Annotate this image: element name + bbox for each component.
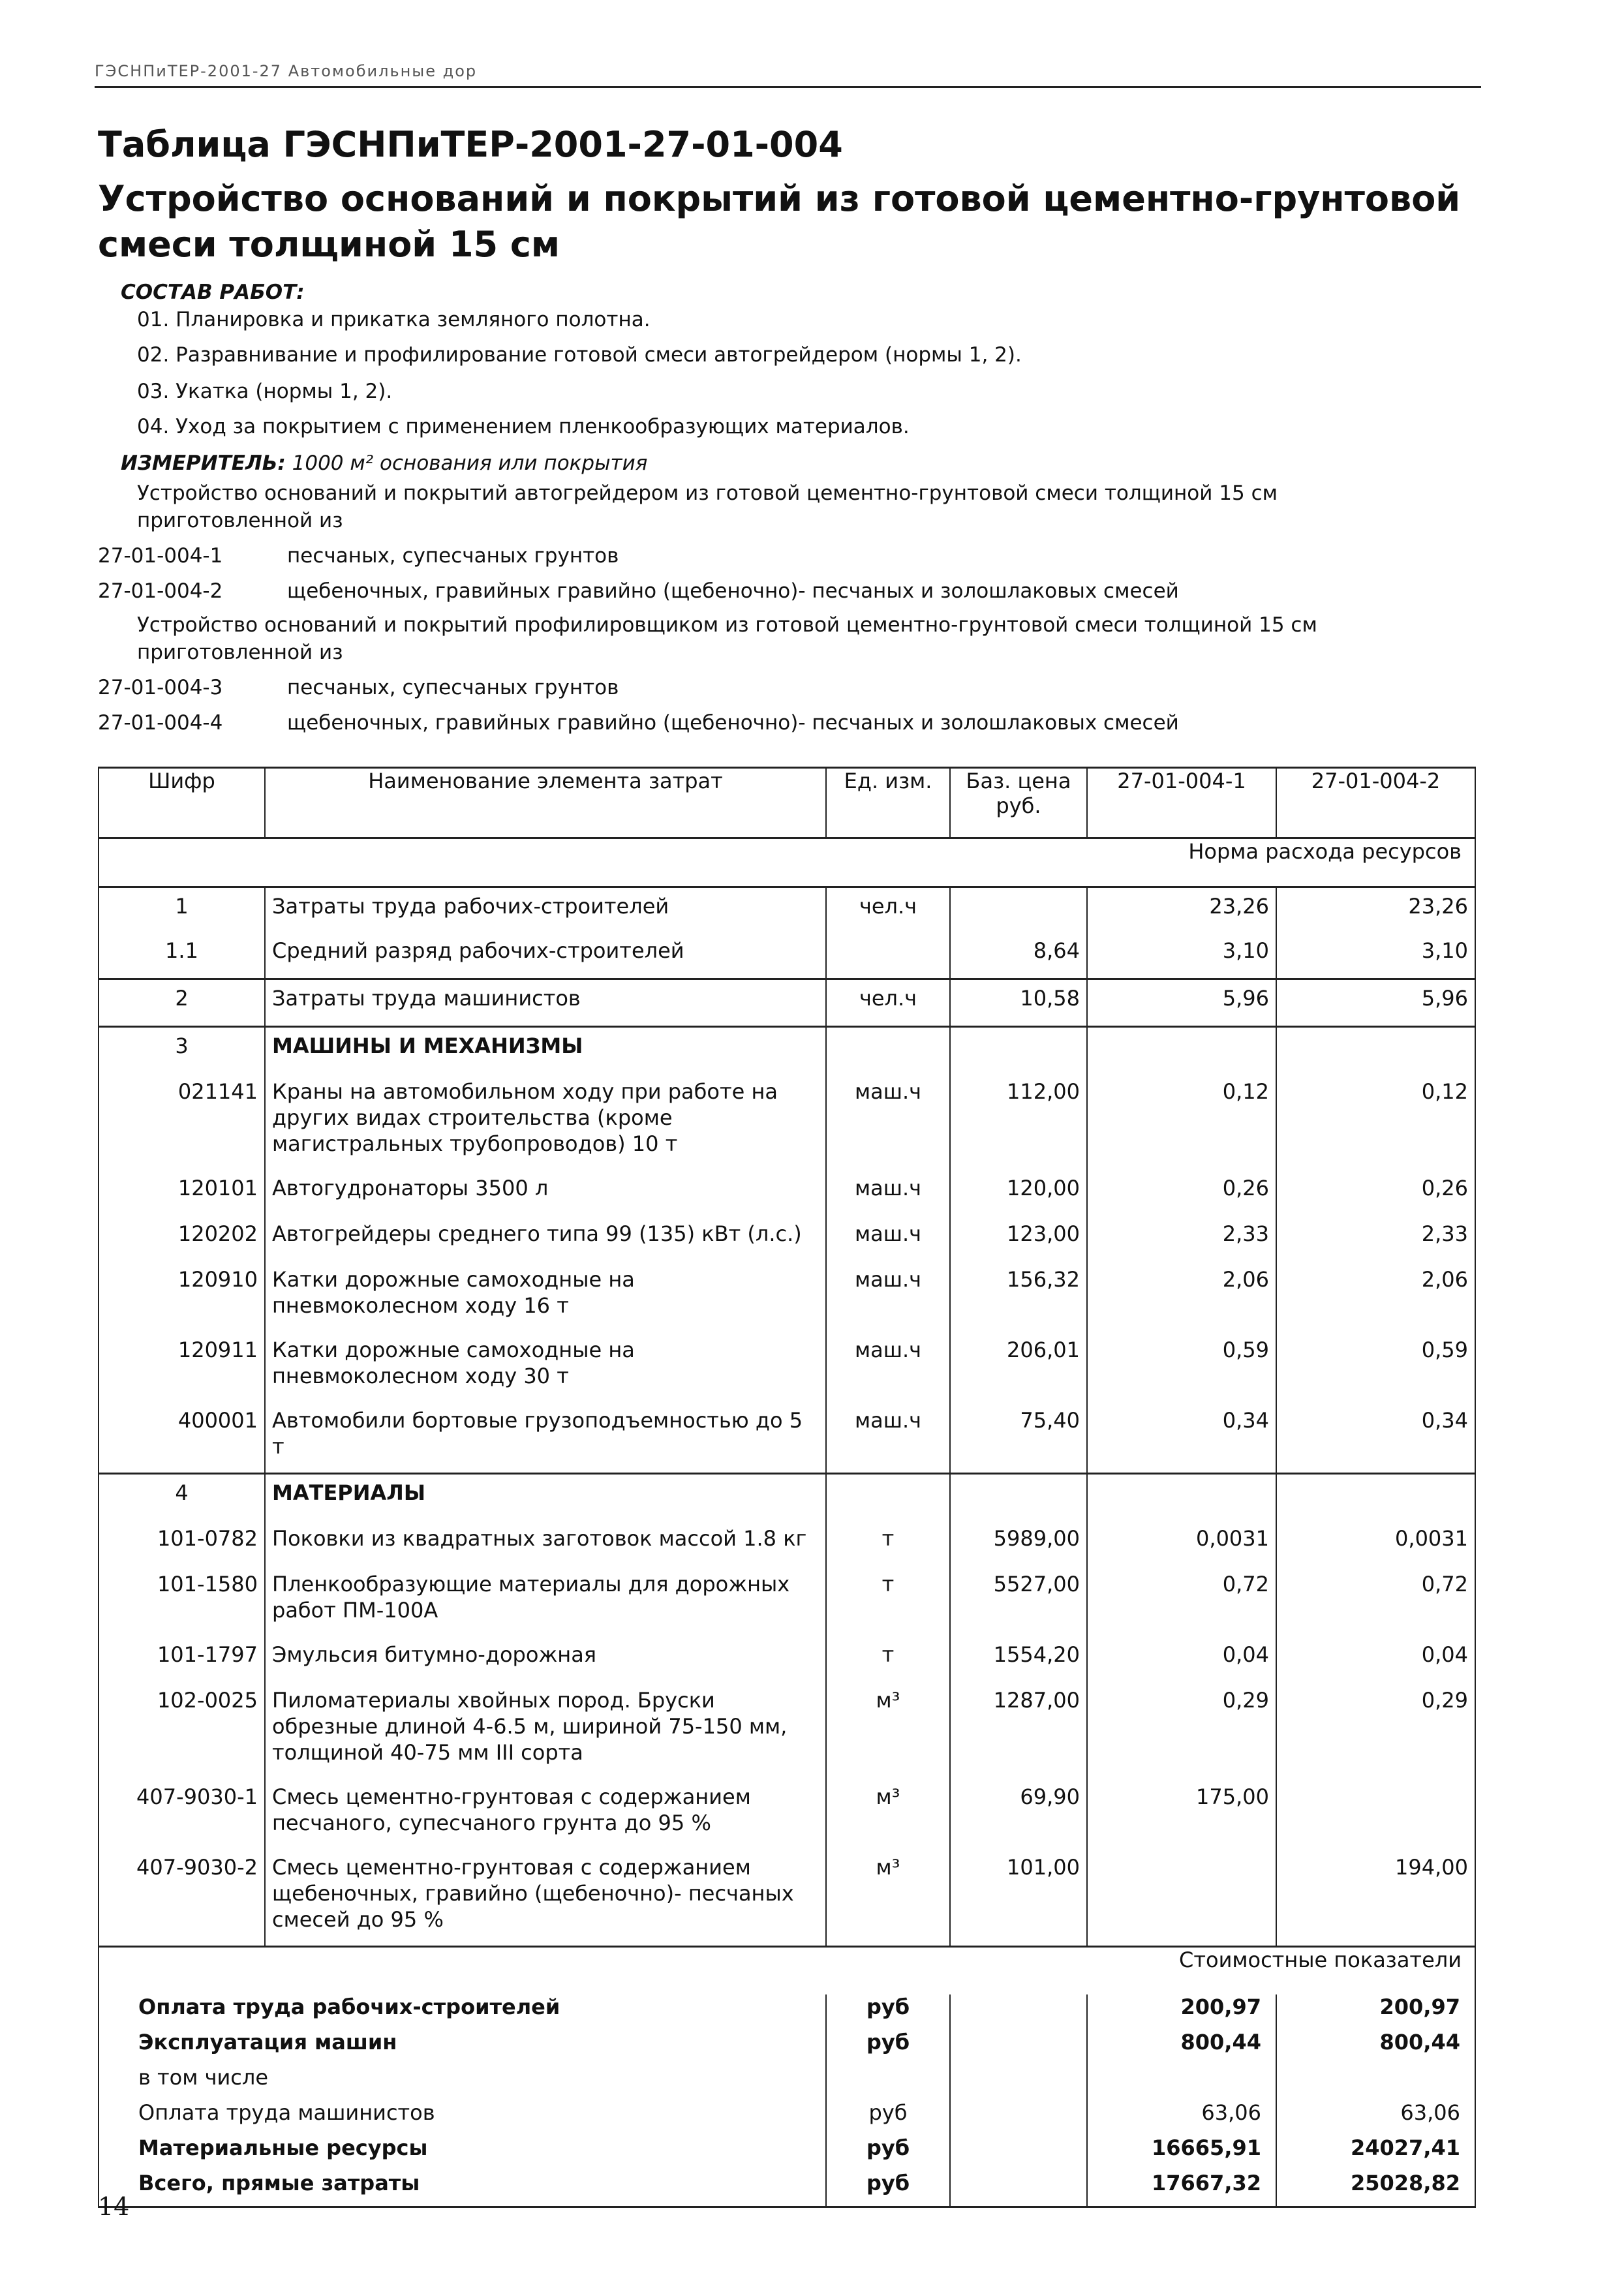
row-value-col1: 23,26: [1087, 887, 1276, 933]
norm-code: 27-01-004-2: [98, 579, 223, 603]
row-value-col2: 0,26: [1276, 1170, 1475, 1215]
row-unit: чел.ч: [826, 887, 950, 933]
norm-code: 27-01-004-4: [98, 711, 223, 735]
table-row: [99, 1474, 1475, 1521]
work-item: 01. Планировка и прикатка земляного полотна.: [137, 308, 651, 331]
total-value-col2: 200,97: [1276, 1994, 1475, 2030]
total-unit: руб: [826, 2030, 950, 2065]
row-value-col2: 0,0031: [1276, 1520, 1475, 1566]
row-price: 156,32: [950, 1261, 1087, 1332]
work-item: 04. Уход за покрытием с применением пленкообразующих материалов.: [137, 415, 910, 438]
table-row: [99, 1520, 1475, 1566]
total-value-col2: [1276, 2065, 1475, 2100]
row-name: Краны на автомобильном ходу при работе на других видах строительства (кроме магистральных трубопроводов) 10 т: [265, 1073, 826, 1170]
table-title: Таблица ГЭСНПиТЕР-2001-27-01-004: [98, 124, 843, 165]
row-value-col1: 2,06: [1087, 1261, 1276, 1332]
row-price: 10,58: [950, 979, 1087, 1027]
table-row: [99, 1261, 1475, 1332]
total-unit: [826, 2065, 950, 2100]
table-row: [99, 1332, 1475, 1402]
total-price-empty: [950, 2171, 1087, 2207]
header-col1: 27-01-004-1: [1087, 768, 1276, 838]
header-rule: [95, 86, 1481, 88]
table-row: [99, 887, 1475, 933]
row-name: Пленкообразующие материалы для дорожных работ ПМ-100А: [265, 1566, 826, 1636]
total-value-col2: 63,06: [1276, 2100, 1475, 2135]
row-code: 101-0782: [99, 1520, 265, 1566]
norm-code: 27-01-004-3: [98, 676, 223, 699]
group2-description: Устройство оснований и покрытий профилировщиком из готовой цементно-грунтовой смеси толщиной 15 см: [137, 613, 1317, 637]
row-value-col1: 0,0031: [1087, 1520, 1276, 1566]
total-value-col1: 17667,32: [1087, 2171, 1276, 2207]
row-price: 8,64: [950, 932, 1087, 979]
row-name: МАШИНЫ И МЕХАНИЗМЫ: [265, 1027, 826, 1074]
row-value-col1: 0,29: [1087, 1682, 1276, 1779]
row-price: 69,90: [950, 1779, 1087, 1849]
row-name: Автогудронаторы 3500 л: [265, 1170, 826, 1215]
group1-description: Устройство оснований и покрытий автогрейдером из готовой цементно-грунтовой смеси толщиной 15 см: [137, 481, 1278, 505]
row-value-col1: [1087, 1849, 1276, 1947]
total-value-col1: 16665,91: [1087, 2135, 1276, 2171]
row-unit: [826, 1474, 950, 1521]
row-value-col1: 3,10: [1087, 932, 1276, 979]
row-price: 120,00: [950, 1170, 1087, 1215]
row-code: 120101: [99, 1170, 265, 1215]
row-name: Пиломатериалы хвойных пород. Бруски обрезные длиной 4-6.5 м, шириной 75-150 мм, толщиной 40-75 мм III сорта: [265, 1682, 826, 1779]
total-row: [99, 2100, 1475, 2135]
row-code: 400001: [99, 1402, 265, 1474]
total-row: [99, 2171, 1475, 2207]
row-code: 1: [99, 887, 265, 933]
row-code: 120911: [99, 1332, 265, 1402]
header-code: Шифр: [99, 768, 265, 838]
row-code: 021141: [99, 1073, 265, 1170]
table-row: [99, 1566, 1475, 1636]
row-value-col2: 23,26: [1276, 887, 1475, 933]
row-value-col2: 2,06: [1276, 1261, 1475, 1332]
total-unit: руб: [826, 2135, 950, 2171]
row-code: 1.1: [99, 932, 265, 979]
row-name: Поковки из квадратных заготовок массой 1.8 кг: [265, 1520, 826, 1566]
row-name: Затраты труда рабочих-строителей: [265, 887, 826, 933]
row-price: 5989,00: [950, 1520, 1087, 1566]
row-name: Эмульсия битумно-дорожная: [265, 1636, 826, 1682]
row-value-col1: [1087, 1474, 1276, 1521]
row-price: 5527,00: [950, 1566, 1087, 1636]
norm-caption: Норма расхода ресурсов: [99, 838, 1475, 887]
row-code: 120910: [99, 1261, 265, 1332]
table-row: [99, 979, 1475, 1027]
row-value-col2: 0,72: [1276, 1566, 1475, 1636]
row-value-col1: 0,26: [1087, 1170, 1276, 1215]
row-value-col1: [1087, 1027, 1276, 1074]
row-price: 1287,00: [950, 1682, 1087, 1779]
row-unit: маш.ч: [826, 1215, 950, 1261]
row-unit: т: [826, 1566, 950, 1636]
meter-value: 1000 м² основания или покрытия: [292, 451, 648, 475]
norm-code: 27-01-004-1: [98, 544, 223, 568]
header-col2: 27-01-004-2: [1276, 768, 1475, 838]
row-value-col2: 194,00: [1276, 1849, 1475, 1947]
row-value-col1: 175,00: [1087, 1779, 1276, 1849]
row-price: 1554,20: [950, 1636, 1087, 1682]
table-row: [99, 1170, 1475, 1215]
total-value-col1: 63,06: [1087, 2100, 1276, 2135]
total-value-col2: 24027,41: [1276, 2135, 1475, 2171]
row-code: 407-9030-2: [99, 1849, 265, 1947]
table-row: [99, 1849, 1475, 1947]
meter-line: [121, 451, 647, 475]
row-value-col2: 0,12: [1276, 1073, 1475, 1170]
row-unit: маш.ч: [826, 1170, 950, 1215]
total-label: Всего, прямые затраты: [99, 2171, 826, 2207]
table-row: [99, 1073, 1475, 1170]
row-unit: м³: [826, 1849, 950, 1947]
total-row: [99, 2030, 1475, 2065]
row-name: Затраты труда машинистов: [265, 979, 826, 1027]
row-code: 4: [99, 1474, 265, 1521]
resource-table: [98, 767, 1476, 2208]
row-code: 101-1797: [99, 1636, 265, 1682]
total-value-col2: 800,44: [1276, 2030, 1475, 2065]
row-unit: маш.ч: [826, 1261, 950, 1332]
cost-caption: Стоимостные показатели: [99, 1947, 1475, 1995]
row-value-col2: 3,10: [1276, 932, 1475, 979]
row-unit: маш.ч: [826, 1073, 950, 1170]
total-value-col2: 25028,82: [1276, 2171, 1475, 2207]
norm-text: щебеночных, гравийных гравийно (щебеночно)- песчаных и золошлаковых смесей: [287, 711, 1179, 735]
row-price: [950, 887, 1087, 933]
row-code: 102-0025: [99, 1682, 265, 1779]
total-row: [99, 1994, 1475, 2030]
total-unit: руб: [826, 1994, 950, 2030]
row-code: 407-9030-1: [99, 1779, 265, 1849]
row-value-col1: 0,04: [1087, 1636, 1276, 1682]
running-header: ГЭСНПиТЕР-2001-27 Автомобильные дор: [95, 62, 478, 80]
total-unit: руб: [826, 2171, 950, 2207]
row-unit: т: [826, 1520, 950, 1566]
row-unit: маш.ч: [826, 1332, 950, 1402]
group2-description-cont: приготовленной из: [137, 641, 343, 664]
row-unit: маш.ч: [826, 1402, 950, 1474]
row-unit: [826, 1027, 950, 1074]
row-value-col2: 0,34: [1276, 1402, 1475, 1474]
table-subtitle: Устройство оснований и покрытий из готовой цементно-грунтовой смеси толщиной 15 см: [98, 178, 1461, 265]
meter-label: ИЗМЕРИТЕЛЬ:: [121, 451, 286, 475]
row-name: Средний разряд рабочих-строителей: [265, 932, 826, 979]
row-value-col2: [1276, 1779, 1475, 1849]
total-label: Оплата труда рабочих-строителей: [99, 1994, 826, 2030]
table-row: [99, 1027, 1475, 1074]
row-code: 2: [99, 979, 265, 1027]
total-label: Оплата труда машинистов: [99, 2100, 826, 2135]
row-unit: [826, 932, 950, 979]
table-header-row: [99, 768, 1475, 838]
norm-text: песчаных, супесчаных грунтов: [287, 676, 619, 699]
table-row: [99, 932, 1475, 979]
table-row: [99, 1215, 1475, 1261]
total-price-empty: [950, 1994, 1087, 2030]
table-row: [99, 1779, 1475, 1849]
total-row: [99, 2065, 1475, 2100]
table-row: [99, 1682, 1475, 1779]
norm-text: щебеночных, гравийных гравийно (щебеночно)- песчаных и золошлаковых смесей: [287, 579, 1179, 603]
row-unit: м³: [826, 1779, 950, 1849]
row-value-col2: 0,29: [1276, 1682, 1475, 1779]
row-price: 123,00: [950, 1215, 1087, 1261]
row-name: Смесь цементно-грунтовая с содержанием песчаного, супесчаного грунта до 95 %: [265, 1779, 826, 1849]
total-value-col1: 800,44: [1087, 2030, 1276, 2065]
work-item: 03. Укатка (нормы 1, 2).: [137, 380, 393, 403]
row-value-col2: 2,33: [1276, 1215, 1475, 1261]
row-value-col1: 2,33: [1087, 1215, 1276, 1261]
norm-text: песчаных, супесчаных грунтов: [287, 544, 619, 568]
row-price: [950, 1474, 1087, 1521]
table-row: [99, 1636, 1475, 1682]
total-price-empty: [950, 2135, 1087, 2171]
total-label: Эксплуатация машин: [99, 2030, 826, 2065]
row-value-col1: 0,34: [1087, 1402, 1276, 1474]
group1-description-cont: приготовленной из: [137, 509, 343, 532]
cost-caption-row: [99, 1947, 1475, 1995]
row-value-col1: 0,72: [1087, 1566, 1276, 1636]
header-unit: Ед. изм.: [826, 768, 950, 838]
row-name: МАТЕРИАЛЫ: [265, 1474, 826, 1521]
row-unit: т: [826, 1636, 950, 1682]
work-composition-label: СОСТАВ РАБОТ:: [121, 281, 305, 304]
row-name: Катки дорожные самоходные на пневмоколесном ходу 30 т: [265, 1332, 826, 1402]
row-value-col1: 0,59: [1087, 1332, 1276, 1402]
row-code: 120202: [99, 1215, 265, 1261]
header-price: Баз. цена руб.: [950, 768, 1087, 838]
row-price: 112,00: [950, 1073, 1087, 1170]
header-name: Наименование элемента затрат: [265, 768, 826, 838]
total-value-col1: 200,97: [1087, 1994, 1276, 2030]
total-row: [99, 2135, 1475, 2171]
row-value-col2: 5,96: [1276, 979, 1475, 1027]
total-price-empty: [950, 2065, 1087, 2100]
work-item: 02. Разравнивание и профилирование готовой смеси автогрейдером (нормы 1, 2).: [137, 343, 1022, 367]
row-value-col2: [1276, 1027, 1475, 1074]
row-unit: м³: [826, 1682, 950, 1779]
total-label: в том числе: [99, 2065, 826, 2100]
norm-caption-row: [99, 838, 1475, 887]
total-price-empty: [950, 2030, 1087, 2065]
total-unit: руб: [826, 2100, 950, 2135]
row-unit: чел.ч: [826, 979, 950, 1027]
total-price-empty: [950, 2100, 1087, 2135]
row-price: 101,00: [950, 1849, 1087, 1947]
row-name: Автомобили бортовые грузоподъемностью до 5 т: [265, 1402, 826, 1474]
row-name: Смесь цементно-грунтовая с содержанием щебеночных, гравийно (щебеночно)- песчаных смесей до 95 %: [265, 1849, 826, 1947]
total-value-col1: [1087, 2065, 1276, 2100]
row-price: 75,40: [950, 1402, 1087, 1474]
page-number: 14: [98, 2192, 130, 2221]
total-label: Материальные ресурсы: [99, 2135, 826, 2171]
row-code: 3: [99, 1027, 265, 1074]
row-name: Автогрейдеры среднего типа 99 (135) кВт (л.с.): [265, 1215, 826, 1261]
row-price: [950, 1027, 1087, 1074]
row-name: Катки дорожные самоходные на пневмоколесном ходу 16 т: [265, 1261, 826, 1332]
row-value-col2: [1276, 1474, 1475, 1521]
row-value-col1: 5,96: [1087, 979, 1276, 1027]
row-value-col2: 0,04: [1276, 1636, 1475, 1682]
row-code: 101-1580: [99, 1566, 265, 1636]
table-row: [99, 1402, 1475, 1474]
row-price: 206,01: [950, 1332, 1087, 1402]
row-value-col1: 0,12: [1087, 1073, 1276, 1170]
row-value-col2: 0,59: [1276, 1332, 1475, 1402]
